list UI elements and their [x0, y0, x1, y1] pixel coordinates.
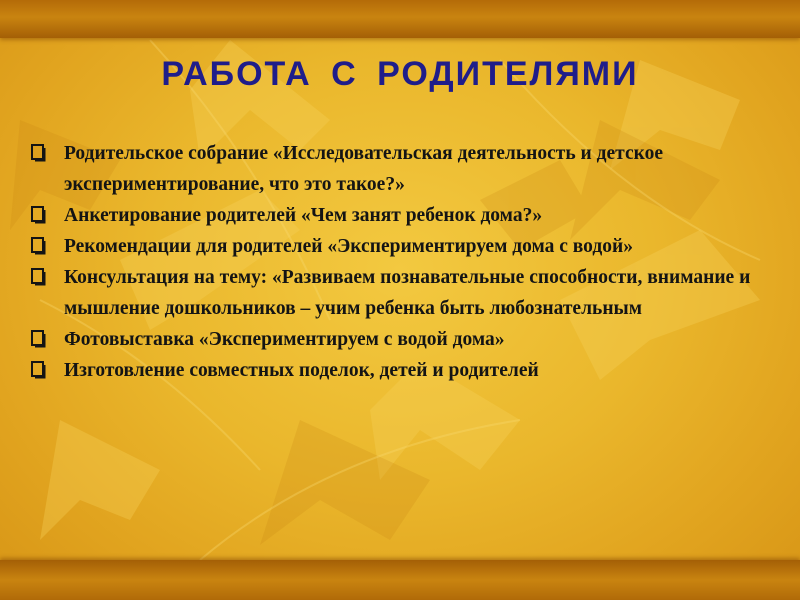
hollow-box-bullet-icon: [30, 143, 48, 163]
hollow-box-bullet-icon: [30, 236, 48, 256]
hollow-box-bullet-icon: [30, 329, 48, 349]
hollow-box-bullet-icon: [30, 360, 48, 380]
list-item-text: Изготовление совместных поделок, детей и родителей: [64, 360, 539, 381]
list-item: [30, 200, 770, 231]
list-item: [30, 262, 770, 324]
list-item: [30, 355, 770, 386]
list-item-text: Рекомендации для родителей «Экспериментируем дома с водой»: [64, 236, 633, 257]
list-item: [30, 231, 770, 262]
bullet-list: [30, 138, 770, 386]
list-item: [30, 324, 770, 355]
bottom-decorative-band: [0, 560, 800, 600]
list-item-text: Фотовыставка «Экспериментируем с водой дома»: [64, 329, 505, 350]
top-decorative-band: [0, 0, 800, 38]
slide-title: РАБОТА С РОДИТЕЛЯМИ: [161, 55, 639, 93]
hollow-box-bullet-icon: [30, 205, 48, 225]
list-item-text: Консультация на тему: «Развиваем познавательные способности, внимание и мышление дошкольников – учим ребенка быть любознательным: [64, 267, 751, 319]
list-item-text: Родительское собрание «Исследовательская деятельность и детское экспериментирование, что это такое?»: [64, 143, 664, 195]
list-item-text: Анкетирование родителей «Чем занят ребенок дома?»: [64, 205, 543, 226]
hollow-box-bullet-icon: [30, 267, 48, 287]
list-item: [30, 138, 770, 200]
